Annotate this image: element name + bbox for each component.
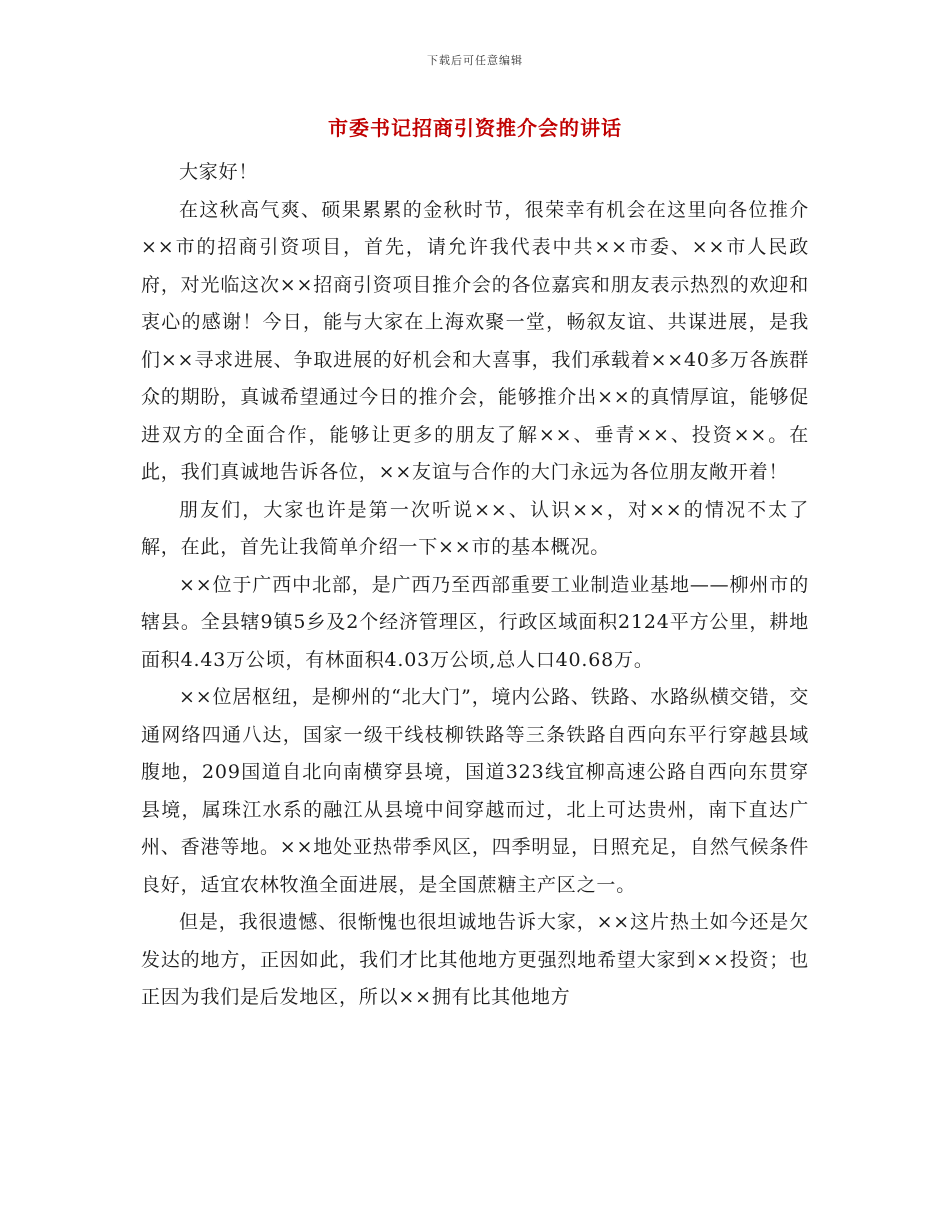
document-title: 市委书记招商引资推介会的讲话 (328, 116, 622, 140)
page-header-note: 下载后可任意编辑 (427, 54, 523, 67)
document-body (141, 154, 809, 1017)
paragraph-location: ××位于广西中北部，是广西乃至西部重要工业制造业基地——柳州市的辖县。全县辖9镇5乡及2个经济管理区，行政区域面积2124平方公里，耕地面积4.43万公顷，有林面积4.03万公顷,总人口40.68万。 (141, 573, 809, 671)
paragraph-welcome: 在这秋高气爽、硕果累累的金秋时节，很荣幸有机会在这里向各位推介××市的招商引资项目，首先，请允许我代表中共××市委、××市人民政府，对光临这次××招商引资项目推介会的各位嘉宾和朋友表示热烈的欢迎和衷心的感谢！今日，能与大家在上海欢聚一堂，畅叙友谊、共谋进展，是我们××寻求进展、争取进展的好机会和大喜事，我们承载着××40多万各族群众的期盼，真诚希望通过今日的推介会，能够推介出××的真情厚谊，能够促进双方的全面合作，能够让更多的朋友了解××、垂青××、投资××。在此，我们真诚地告诉各位，××友谊与合作的大门永远为各位朋友敞开着！ (141, 198, 809, 483)
paragraph-development: 但是，我很遗憾、很惭愧也很坦诚地告诉大家，××这片热土如今还是欠发达的地方，正因如此，我们才比其他地方更强烈地希望大家到××投资；也正因为我们是后发地区，所以××拥有比其他地方 (141, 911, 809, 1008)
paragraph-transport: ××位居枢纽，是柳州的“北大门”，境内公路、铁路、水路纵横交错，交通网络四通八达，国家一级干线枝柳铁路等三条铁路自西向东平行穿越县域腹地，209国道自北向南横穿县境，国道323线宜柳高速公路自西向东贯穿县境，属珠江水系的融江从县境中间穿越而过，北上可达贵州，南下直达广州、香港等地。××地处亚热带季风区，四季明显，日照充足，自然气候条件良好，适宜农林牧渔全面进展，是全国蔗糖主产区之一。 (141, 686, 809, 896)
paragraph-introduction: 朋友们，大家也许是第一次听说××、认识××，对××的情况不太了解，在此，首先让我简单介绍一下××市的基本概况。 (141, 498, 809, 558)
paragraph-greeting: 大家好！ (179, 161, 259, 183)
